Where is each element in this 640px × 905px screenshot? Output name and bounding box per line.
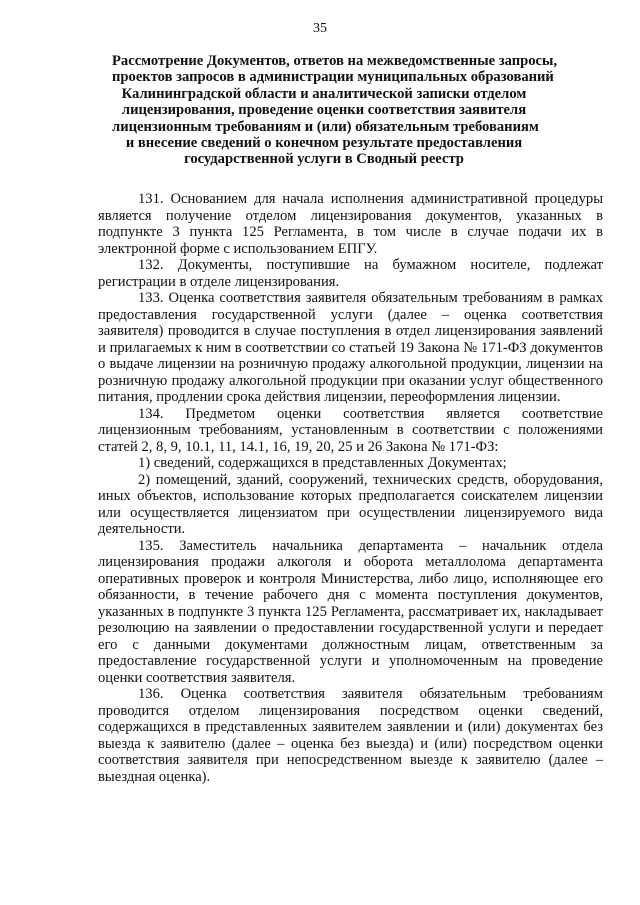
heading-line: Калининградской области и аналитической записки отделом <box>121 85 527 102</box>
heading-line: проектов запросов в администрации муниципальных образований <box>112 69 554 86</box>
page-number: 35 <box>313 21 327 36</box>
paragraph-132: 132. Документы, поступившие на бумажном носителе, подлежат регистрации в отделе лицензирования. <box>98 257 603 290</box>
paragraph-134-item-1: 1) сведений, содержащихся в представленных Документах; <box>138 455 507 471</box>
paragraph-134-item-2: 2) помещений, зданий, сооружений, технических средств, оборудования, иных объектов, использование которых предполагается соискателем лицензии или осуществляется лицензиатом при осуществлении лицензируемого вида деятельности. <box>98 471 603 537</box>
paragraph-134: 134. Предметом оценки соответствия является соответствие лицензионным требованиям, установленным в соответствии с положениями статей 2, 8, 9, 10.1, 11, 14.1, 16, 19, 20, 25 и 26 Закона № 171-ФЗ: <box>98 405 603 455</box>
heading-line: государственной услуги в Сводный реестр <box>184 151 464 168</box>
heading-line: и внесение сведений о конечном результате предоставления <box>125 135 523 152</box>
document-body <box>98 191 603 785</box>
heading-line: Рассмотрение Документов, ответов на межведомственные запросы, <box>112 53 558 69</box>
section-heading <box>112 53 558 168</box>
paragraph-133: 133. Оценка соответствия заявителя обязательным требованиям в рамках предоставления государственной услуги (далее – оценка соответствия заявителя) проводится в случае поступления в отдел лицензирования заявлений и прилагаемых к ним в соответствии со статьей 19 Закона № 171-ФЗ документов о выдаче лицензии на розничную продажу алкогольной продукции, лицензии на розничную продажу алкогольной продукции при оказании услуг общественного питания, продлении срока действия лицензии, переоформления лицензии. <box>98 290 603 405</box>
paragraph-136: 136. Оценка соответствия заявителя обязательным требованиям проводится отделом лицензирования посредством оценки сведений, содержащихся в представленных заявителем заявлении и (или) документах без выезда к заявителю (далее – оценка без выезда) и (или) посредством оценки соответствия заявителя при непосредственном выезде к заявителю (далее – выездная оценка). <box>98 686 603 785</box>
paragraph-131: 131. Основанием для начала исполнения административной процедуры является получение отделом лицензирования документов, указанных в подпункте 3 пункта 125 Регламента, в том числе в случае подачи их в электронной форме с использованием ЕПГУ. <box>98 191 603 257</box>
heading-line: лицензионным требованиям и (или) обязательным требованиям <box>112 118 539 135</box>
paragraph-135: 135. Заместитель начальника департамента – начальник отдела лицензирования продажи алкоголя и оборота металлолома департамента оперативных проверок и контроля Министерства, либо лицо, исполняющее его обязанности, в течение рабочего дня с момента поступления документов, указанных в подпункте 3 пункта 125 Регламента, рассматривает их, накладывает резолюцию на заявлении о предоставлении государственной услуги и передает его с данными документами должностным лицам, ответственным за предоставление государственной услуги и уполномоченным на проведение оценки соответствия заявителя. <box>98 537 603 686</box>
heading-line: лицензирования, проведение оценки соответствия заявителя <box>121 102 527 119</box>
